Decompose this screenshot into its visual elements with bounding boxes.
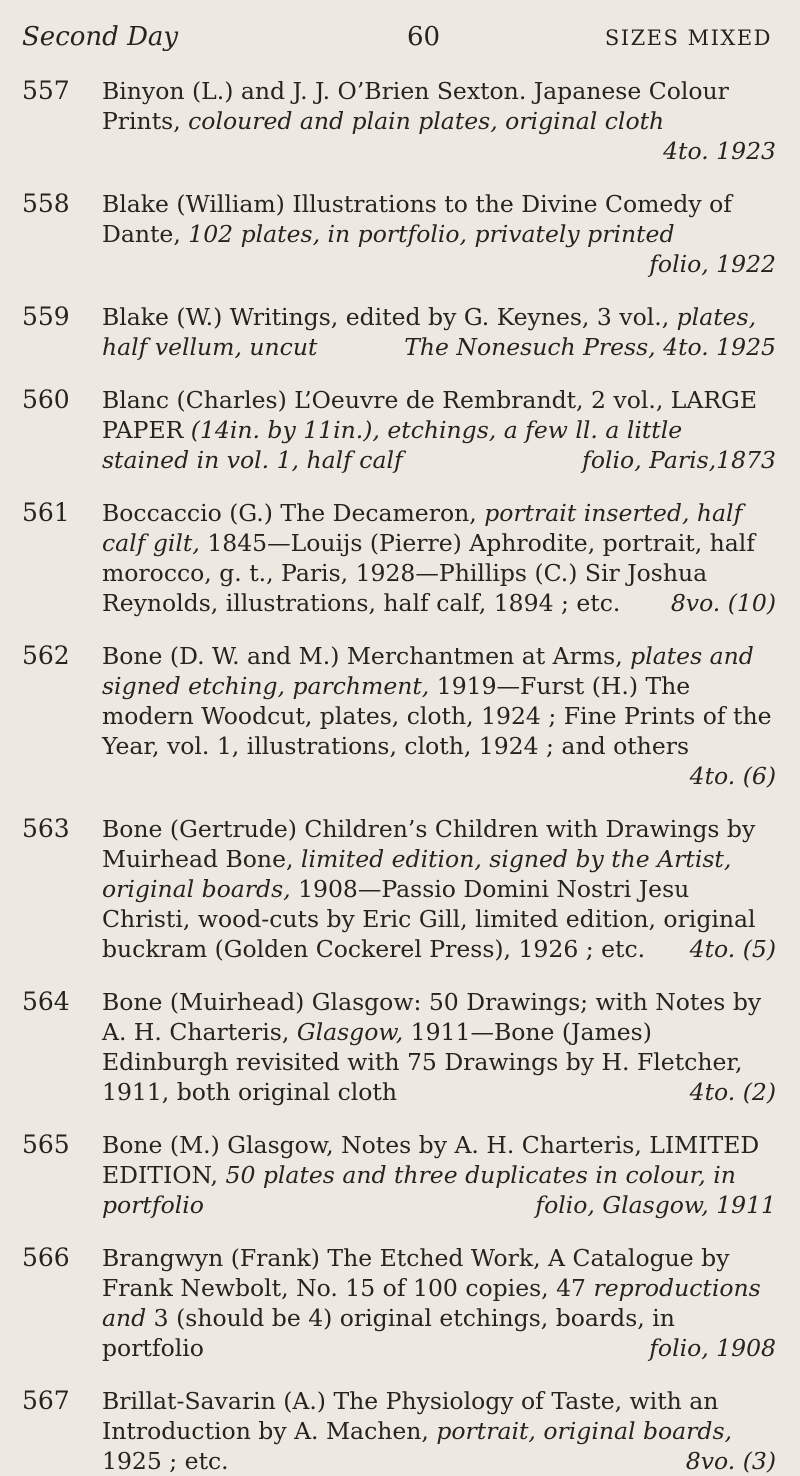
lot-number: 560 [22,385,70,414]
lot-format: 4to. (6) [689,762,776,790]
lot-format: folio, Glasgow, 1911 [535,1191,776,1219]
lot-description: Blanc (Charles) L’Oeuvre de Rembrandt, 2 vol., LARGE PAPER (14in. by 11in.), etchings, a few ll. a little stained in vol. 1, half calf folio, Paris,1873 [102,386,776,474]
lot-entry [22,1130,776,1220]
lot-format: 4to. (2) [689,1078,776,1106]
lot-description: Bone (Gertrude) Children’s Children with Drawings by Muirhead Bone, limited edition, signed by the Artist, original boards, 1908—Passio Domini Nostri Jesu Christi, wood-cuts by Eric Gill, limited edition, original buckram (Golden Cockerel Press), 1926 ; etc. 4to. (5) [102,815,776,963]
lot-format: folio, 1908 [649,1334,776,1362]
lot-format: 8vo. (10) [670,589,776,617]
lot-list [22,76,776,1476]
lot-description: Brangwyn (Frank) The Etched Work, A Catalogue by Frank Newbolt, No. 15 of 100 copies, 47 reproductions and 3 (should be 4) original etchings, boards, in portfolio folio, 1908 [102,1244,776,1362]
lot-number: 566 [22,1243,70,1272]
lot-number: 562 [22,641,70,670]
lot-description: Blake (W.) Writings, edited by G. Keynes, 3 vol., plates, half vellum, uncut The Nonesuch Press, 4to. 1925 [102,303,776,361]
lot-number: 559 [22,302,70,331]
lot-entry [22,498,776,618]
lot-entry [22,641,776,791]
lot-number: 557 [22,76,70,105]
day-heading: Second Day [22,22,179,52]
lot-entry [22,987,776,1107]
lot-entry [22,302,776,362]
page-number: 60 [407,22,441,52]
lot-format: 4to. 1923 [663,137,776,165]
lot-number: 561 [22,498,70,527]
lot-description: Bone (M.) Glasgow, Notes by A. H. Charteris, LIMITED EDITION, 50 plates and three duplicates in colour, in portfolio folio, Glasgow, 1911 [102,1131,776,1219]
lot-number: 563 [22,814,70,843]
lot-description: Brillat-Savarin (A.) The Physiology of Taste, with an Introduction by A. Machen, portrait, original boards, 1925 ; etc. 8vo. (3) [102,1387,776,1475]
lot-format: folio, Paris,1873 [582,446,776,474]
lot-entry [22,385,776,475]
lot-description: Boccaccio (G.) The Decameron, portrait inserted, half calf gilt, 1845—Louijs (Pierre) Aphrodite, portrait, half morocco, g. t., Paris, 1928—Phillips (C.) Sir Joshua Reynolds, illustrations, half calf, 1894 ; etc. 8vo. (10) [102,499,776,617]
lot-entry [22,189,776,279]
lot-entry [22,1386,776,1476]
lot-description: Binyon (L.) and J. J. O’Brien Sexton. Japanese Colour Prints, coloured and plain plates, original cloth 4to. 1923 [102,77,776,165]
lot-description: Blake (William) Illustrations to the Divine Comedy of Dante, 102 plates, in portfolio, privately printed folio, 1922 [102,190,776,278]
lot-number: 558 [22,189,70,218]
lot-format: folio, 1922 [649,250,776,278]
lot-format: 8vo. (3) [685,1447,776,1475]
lot-description: Bone (Muirhead) Glasgow: 50 Drawings; with Notes by A. H. Charteris, Glasgow, 1911—Bone (James) Edinburgh revisited with 75 Drawings by H. Fletcher, 1911, both original cloth 4to. (2) [102,988,776,1106]
lot-entry [22,76,776,166]
lot-format: The Nonesuch Press, 4to. 1925 [404,333,776,361]
lot-number: 564 [22,987,70,1016]
page-header [22,22,776,62]
lot-entry [22,814,776,964]
lot-format: 4to. (5) [689,935,776,963]
lot-description: Bone (D. W. and M.) Merchantmen at Arms, plates and signed etching, parchment, 1919—Furst (H.) The modern Woodcut, plates, cloth, 1924 ; Fine Prints of the Year, vol. 1, illustrations, cloth, 1924 ; and others 4to. (6) [102,642,776,790]
lot-entry [22,1243,776,1363]
lot-number: 565 [22,1130,70,1159]
section-heading: SIZES MIXED [604,26,772,50]
lot-number: 567 [22,1386,70,1415]
